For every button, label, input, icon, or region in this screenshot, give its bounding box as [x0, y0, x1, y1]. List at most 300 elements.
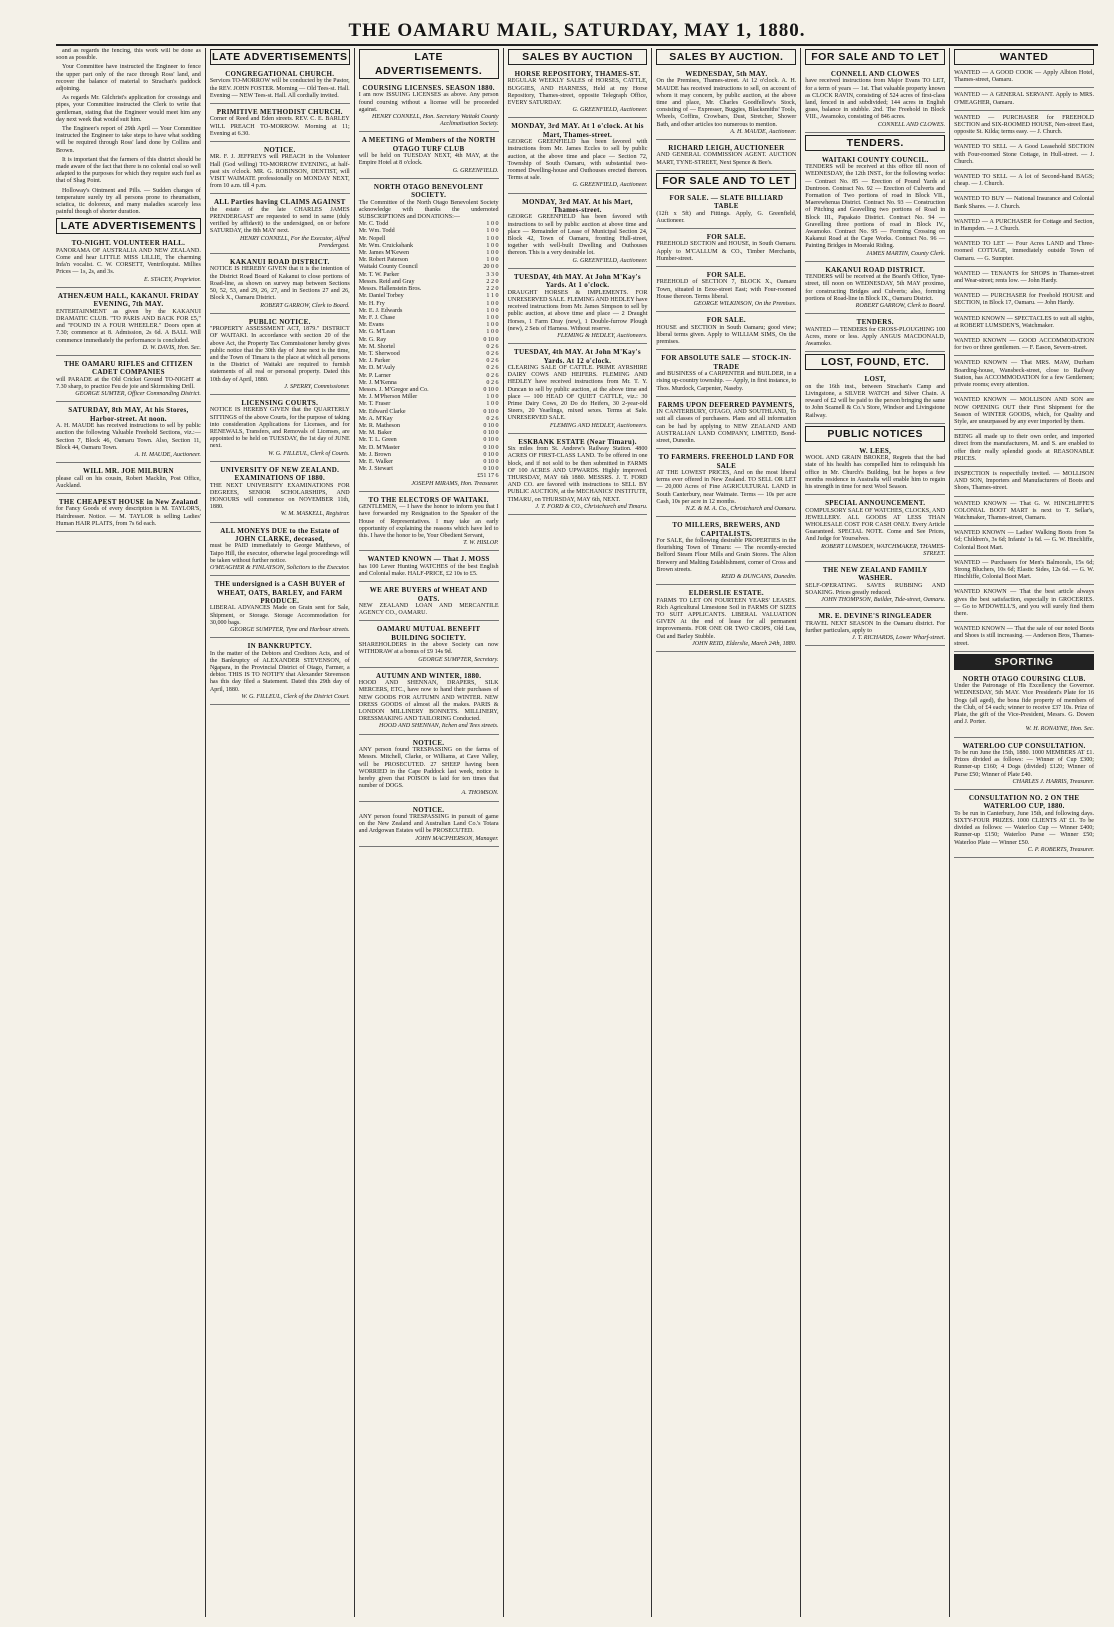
wanted-item [954, 499, 1094, 527]
subscription-row [359, 373, 499, 380]
ad-title: SPECIAL ANNOUNCEMENT. [825, 499, 926, 508]
subscription-amount: 1 0 0 [486, 300, 499, 307]
ad-signature: D. W. DAVIS, Hon. Sec. [142, 344, 201, 351]
subscription-amount: 1 0 0 [486, 257, 499, 264]
ad-title: UNIVERSITY OF NEW ZEALAND. EXAMINATIONS OF 1880. [220, 465, 340, 483]
advertisement [508, 346, 648, 434]
ad-signature: J. T. RICHARDS, Lower Wharf-street. [852, 635, 946, 642]
wanted-text: WANTED — A PURCHASER for Cottage and Section, in Hampden. — J. Church. [954, 218, 1094, 233]
ad-signature: ROBERT LUMSDEN, WATCHMAKER, THAMES-STREET. [821, 543, 946, 557]
advertisement [656, 269, 796, 312]
subscriber-name: Messrs. Reid and Gray [358, 278, 415, 285]
subscription-row [359, 409, 499, 416]
ad-body: LIBERAL ADVANCES Made on Grain sent for Sale, Shipment, or Storage. Storage Accommodation for 30,000 bags. [209, 605, 350, 626]
subscription-amount: 1 0 0 [486, 228, 499, 235]
ad-title: ALL Parties having CLAIMS AGAINST [213, 198, 346, 207]
subscription-row [359, 466, 499, 473]
ad-title: NORTH OTAGO BENEVOLENT SOCIETY. [373, 182, 484, 200]
ad-body: please call on his cousin, Robert Macklin, Post Office, Auckland. [56, 475, 201, 489]
subscription-amount: 0 2 6 [486, 365, 499, 372]
subscription-total-row [359, 473, 499, 480]
col2-ads [210, 68, 350, 705]
advertisement [359, 804, 499, 847]
sporting-ads [954, 673, 1094, 858]
subscription-amount: 0 10 0 [483, 430, 499, 437]
subscription-row [359, 315, 499, 322]
subscriber-name: Mr. D. M'Auly [358, 365, 396, 372]
subscriber-name: Messrs. Hallenstein Bros. [358, 286, 422, 293]
subscriber-name: Messrs. J. M'Gregor and Co. [358, 386, 429, 393]
ad-title: FOR SALE. [706, 316, 746, 325]
ad-signature: O'MEAGHER & FINLAYSON, Solicitors to the Executor. [209, 565, 350, 572]
wanted-text: WANTED — PURCHASER for Freehold HOUSE and SECTION, in Block 17, Oamaru. — John Hardy. [954, 293, 1094, 307]
ad-body: ANY person found TRESPASSING on the farms of Messrs. Mitchell, Clarke, or Williams, at Cave Valley, will be PROSECUTED. 27 SHEEP having been WORRIED in the Cape Paddock last week, notice is hereby given that POISON is laid for ten times that number of DOGS. [358, 747, 499, 790]
subscription-amount: 0 2 6 [486, 379, 499, 386]
ad-title: CONSULTATION NO. 2 ON THE WATERLOO CUP, 1880. [968, 794, 1080, 811]
advertisement [210, 397, 350, 462]
ad-title: ALL MONEYS DUE to the Estate of JOHN CLARKE, deceased, [220, 526, 340, 543]
ad-body: "PROPERTY ASSESSMENT ACT, 1879." DISTRICT OF WAITAKI. In accordance with section 20 of the above Act, the Property Tax Commissioner hereby gives public notice that the 30th day of June next is the time, and the Town of Timaru is the place at which all persons in the District of Waitaki are required to furnish statements of all real or personal property. Dated this 10th day of April, 1880. [209, 326, 350, 383]
ad-body: SHAREHOLDERS in the above Society can now WITHDRAW at a bonus of £9 14s 9d. [358, 642, 499, 656]
ad-title: RICHARD LEIGH, AUCTIONEER [668, 144, 785, 153]
subscription-amount: 1 0 0 [486, 307, 499, 314]
col1-ads [56, 237, 201, 532]
subscription-amount: 0 10 0 [483, 437, 499, 444]
editorial-paragraph: Your Committee have instructed the Engineer to fence the upper part only of the race through Ross' land, and recover the balance of material to Strachan's paddock adjoining. [56, 64, 201, 93]
subscription-amount: 1 0 0 [486, 235, 499, 242]
subscription-row [359, 344, 499, 351]
advertisement [359, 82, 499, 132]
advertisement [359, 670, 499, 735]
ad-body: the estate of the late CHARLES JAMES PRENDERGAST are requested to send in same (duly verified by affidavit) to the undersigned, on or before SATURDAY, the 8th MAY next. [209, 206, 350, 235]
subscription-row [359, 264, 499, 271]
columns [56, 48, 1098, 1617]
section-header-sporting: SPORTING [954, 654, 1094, 670]
ad-signature: HENRY CONNELL, Hon. Secretary Waitaki County Acclimatisation Society. [372, 114, 499, 128]
subscriber-name: Mr. Edward Clarke [358, 408, 406, 415]
subscription-amount: 1 0 0 [486, 401, 499, 408]
ad-title: OAMARU MUTUAL BENEFIT BUILDING SOCIETY. [376, 625, 481, 642]
subscription-row [359, 221, 499, 228]
ad-body: HOUSE and SECTION in South Oamaru; good view; liberal terms given. Apply to WILLIAM SIMS, On the premises. [656, 324, 797, 346]
ad-title: WEDNESDAY, 5th MAY. [685, 70, 768, 78]
ad-body: (12ft x 5ft) and Fittings. Apply, G. Greenfield, Auctioneer. [656, 210, 797, 224]
ad-body: MR. F. J. JEFFREYS will PREACH in the Volunteer Hall (God willing) TO-MORROW EVENING, at half-past six o'clock. MR. G. ROBINSON, DENTIST, will VISIT WAIMATE professionally on MONDAY NEXT, from 10 a.m. till 4 p.m. [209, 154, 350, 190]
subscription-amount: 0 10 0 [483, 444, 499, 451]
wanted-text: WANTED TO BUY — National Insurance and Colonial Bank Shares. — J. Church. [954, 196, 1094, 210]
subscription-amount: 0 10 0 [483, 458, 499, 465]
ad-title: AUTUMN AND WINTER, 1880. [375, 671, 482, 680]
section-header-for-sale: FOR SALE AND TO LET [656, 173, 796, 189]
ad-body: for Fancy Goods of every description is M. TAYLOR'S, Hairdresser. Notice. — M. TAYLOR is selling Ladies' Human HAIR PLAITS, from 7s 6d each. [56, 506, 201, 527]
wanted-item [954, 113, 1094, 141]
ad-title: IN BANKRUPTCY. [247, 642, 312, 651]
masthead-title: THE OAMARU MAIL, SATURDAY, MAY 1, 1880. [348, 20, 806, 41]
subscriber-name: Mr. J. M'Kenna [358, 379, 397, 386]
subscriber-name: Mr. J. Parker [358, 358, 391, 365]
subscription-amount: 0 10 0 [483, 451, 499, 458]
subscriber-name: Mr. Robert Paterson [358, 257, 408, 264]
ad-body: ENTERTAINMENT as given by the KAKANUI DRAMATIC CLUB. "TO PARIS AND BACK FOR £5," and "FOUND IN A FOUR WHEELER." Doors open at 7.30; commence at 8. Admission, 2s 6d. A BALL Will commence immediately the performance is concluded. [56, 308, 201, 344]
subscription-amount: 1 0 0 [486, 242, 499, 249]
subscriber-name: Mr. Nopell [358, 235, 386, 242]
advertisement [56, 496, 201, 532]
ad-title: TENDERS. [856, 318, 894, 327]
subscription-row [359, 430, 499, 437]
ad-title: KAKANUI ROAD DISTRICT. [825, 265, 926, 274]
ad-title: A MEETING of Members of the NORTH OTAGO TURF CLUB [361, 136, 496, 153]
subscription-row [359, 394, 499, 401]
masthead [56, 18, 1098, 46]
ad-signature: GEORGE SUMPTER, Secretary. [418, 656, 499, 663]
advertisement [954, 792, 1094, 858]
subscription-amount: 1 0 0 [486, 250, 499, 257]
subscriber-name: Mr. T. Fraser [358, 401, 391, 408]
editorial-paragraph: and as regards the fencing, this work will be done as soon as possible. [56, 48, 201, 62]
ad-signature: GEORGE WILKINSON, On the Premises. [693, 301, 797, 308]
subscriber-name: Waitaki County Council [358, 264, 418, 271]
wanted-item [954, 432, 1094, 467]
advertisement [56, 290, 201, 356]
subscriber-name: Mr. Evans [358, 322, 384, 329]
wanted-text: WANTED — PURCHASER for FREEHOLD SECTION and SIX-ROOMED HOUSE, Nen-street East, opposite St. Kilda; terms easy. — J. Church. [954, 114, 1094, 136]
subscription-amount: 2 2 0 [486, 278, 499, 285]
advertisement [210, 196, 350, 254]
wanted-item [954, 90, 1094, 110]
column-header: SALES BY AUCTION [508, 49, 648, 65]
ad-title: KAKANUI ROAD DISTRICT. [229, 258, 330, 267]
subscriber-name: Mr. E. J. Edwards [358, 307, 403, 314]
subscriber-name: Mr. T. W. Parker [358, 271, 400, 278]
subscription-amount: 0 2 6 [486, 372, 499, 379]
advertisement [508, 271, 648, 344]
advertisement [210, 144, 350, 194]
ad-title: WANTED KNOWN — That J. MOSS [367, 555, 490, 564]
advertisement [210, 256, 350, 314]
ad-title: ELDERSLIE ESTATE. [688, 589, 764, 598]
advertisement [359, 584, 499, 621]
ad-title: WE ARE BUYERS of WHEAT AND OATS. [369, 586, 488, 603]
wanted-list [954, 68, 1094, 652]
subscription-row [359, 243, 499, 250]
advertisement [805, 264, 945, 314]
wanted-item [954, 469, 1094, 497]
ad-signature: JAMES MARTIN, County Clerk. [866, 250, 946, 257]
advertisement [210, 578, 350, 638]
advertisement [210, 106, 350, 142]
subscription-row [359, 279, 499, 286]
ad-body: Services TO-MORROW will be conducted by the Pastor, the REV. JOHN FOSTER. Morning — Old Tees-st. Hall. Evening — NEW Tees-st. Hall. All cordially invited. [209, 78, 350, 99]
editorial-paragraph: It is important that the farmers of this district should be made aware of the fact that there is no colonial coal so well adapted to the purposes for which they require such fuel as that of Shag Point. [56, 156, 201, 185]
subscriber-name: Mr. G. Ray [358, 336, 387, 343]
advertisement [656, 142, 796, 171]
advertisement [56, 404, 201, 463]
subscriber-name: Mr. F. J. Chase [358, 314, 396, 321]
ad-signature: E. STACEY, Proprietor. [144, 276, 201, 283]
advertisement [656, 192, 796, 229]
subscription-amount: 1 0 0 [486, 221, 499, 228]
subscription-total: £51 17 6 [477, 473, 499, 480]
column-5 [651, 48, 800, 1617]
ad-title: LOST, [864, 375, 886, 384]
ad-title: THE NEW ZEALAND FAMILY WASHER. [822, 565, 928, 583]
column-header: LATE ADVERTISEMENTS. [359, 49, 499, 79]
ad-body: NOTICE IS HEREBY GIVEN that the QUARTERLY SITTINGS of the above Courts, for the purpose of taking into consideration Applications for Licenses, and for RENEWALS, Transfers, and Removals of Licenses, are appointed to be held on TUESDAY, the 1st day of JUNE next. [209, 407, 350, 450]
ad-signature: C. P. ROBERTS, Treasurer. [1027, 846, 1094, 853]
ad-body: GEORGE GREENFIELD has been favored with instructions from Mr. James Eccles to sell by public auction, at the above time and place — Section 72, Township of South Oamaru, with substantial two-roomed Dwelling-house and Outhouses erected thereon. Terms at sale. [507, 139, 648, 182]
subscription-amount: 1 0 0 [486, 329, 499, 336]
ad-body: In the matter of the Debtors and Creditors Acts, and of the Bankruptcy of ALEXANDER STEVENSON, of Ngapara, in the Provincial District of Otago, Farmer, a debtor. THIS IS TO NOTIFY that Alexander Stevenson has this day filed a Statement. Dated this 29th day of April, 1880. [209, 650, 350, 693]
ad-body: AND GENERAL COMMISSION AGENT. AUCTION MART, TYNE-STREET, Next Spence & Bee's. [656, 152, 797, 166]
wanted-item [954, 528, 1094, 556]
ad-body: WOOL AND GRAIN BROKER, Regrets that the bad state of his health has compelled him to relinquish his office in Mr. Church's Building, but he hopes a few months residence in Australia will enable him to regain his strength in time for next Wool Season. [805, 455, 946, 490]
ad-body: FREEHOLD SECTION and HOUSE, in South Oamaru. Apply to M'CALLUM & CO., Timber Merchants, Humber-street. [656, 241, 797, 262]
advertisement [805, 497, 945, 562]
wanted-item [954, 314, 1094, 334]
ad-body: has 100 Lever Hunting WATCHES of the best English and Colonial make. HALF-PRICE, £2 10s to £5. [358, 563, 499, 578]
ad-body: must be PAID immediately to George Matthews, of Taipo Hill, the executor, otherwise legal proceedings will be taken without further notice. [209, 543, 350, 564]
ad-signature: G. GREENFIELD, Auctioneer. [572, 257, 648, 264]
ad-body: On the Premises, Thames-street. At 12 o'clock. A. H. MAUDE has received instructions to sell, on account of whom it may concern, by public auction, at the above time and place, Mr. Charles Goodfellow's Stock, consisting of — Expresser, Buggies, Blacksmiths' Tools, Wheels, Coffins, Crowbars, Dust, Stretcher, Shower Bath, and other articles too numerous to mention. [656, 78, 797, 128]
advertisement [656, 451, 796, 517]
advertisement [656, 519, 796, 585]
advertisement [508, 196, 648, 269]
column-header: FOR SALE AND TO LET [805, 49, 945, 65]
ad-title: THE OAMARU RIFLES and CITIZEN CADET COMPANIES [63, 359, 193, 377]
subscription-amount: 0 10 0 [483, 466, 499, 473]
ad-body: COMPULSORY SALE OF WATCHES, CLOCKS, AND JEWELLERY. ALL GOODS AT LESS THAN WHOLESALE COST FOR CASH ONLY. Every Article Guaranteed. SPECIAL NOTE. Come and See Prices, And Judge for Yourselves. [805, 507, 946, 543]
column-7 [949, 48, 1098, 1617]
ad-signature: JOHN REID, Elderslie, March 24th, 1880. [692, 640, 797, 647]
ad-title: MONDAY, 3rd MAY. At his Mart, Thames-street. [522, 197, 633, 215]
ad-signature: A. THOMSON. [461, 790, 499, 797]
subscription-amount: 1 1 0 [486, 293, 499, 300]
ad-signature: FLEMING & HEDLEY, Auctioneers. [557, 332, 648, 339]
ad-body: and BUSINESS of a CARPENTER and BUILDER, in a rising up-country township. — Apply, in first instance, to Thos. Murdock, Carpenter, Naseby. [656, 371, 797, 392]
ad-signature: FLEMING AND HEDLEY, Auctioneers. [549, 422, 648, 429]
ad-title: FOR SALE. [706, 271, 746, 280]
ad-title: WILL MR. JOE MILBURN [83, 467, 174, 476]
ad-signature: W. G. FILLEUL, Clerk of Courts. [268, 450, 350, 457]
advertisement [210, 525, 350, 577]
wanted-text: WANTED TO SELL — A Good Leasehold SECTION with Four-roomed Stone Cottage, in Hull-street. — J. Church. [954, 144, 1094, 165]
ad-signature: GEORGE SUMTER, Officer Commanding District. [75, 391, 201, 398]
ad-signature: JOSEPH MIRAMS, Hon. Treasurer. [411, 480, 499, 487]
subscriber-name: Mr. C. Todd [358, 221, 389, 228]
subscription-row [359, 358, 499, 365]
ad-signature: W. H. RONAYNE, Hon. Sec. [1025, 726, 1094, 733]
subscription-amount: 1 0 0 [486, 394, 499, 401]
subscription-row [359, 387, 499, 394]
ad-signature: ROBERT GARROW, Clerk to Board. [855, 303, 946, 310]
subscription-row [359, 401, 499, 408]
ad-signature: HENRY CONNELL, For the Executor, Alfred Prendergast. [239, 235, 350, 249]
advertisement [210, 316, 350, 395]
column-header: SALES BY AUCTION. [656, 49, 796, 65]
advertisement [56, 237, 201, 287]
ad-body: CLEARING SALE OF CATTLE. PRIME AYRSHIRE DAIRY COWS AND HEIFERS. FLEMING AND HEDLEY have received instructions from Mr. T. Y. Duncan to sell by public auction, at the above time and place — 100 HEAD OF QUIET CATTLE, viz.: 30 Prime Dairy Cows, 20 Do do Heifers, 30 2-year-old Steers, 20 Yearlings, mixed sexes. Terms at Sale. UNRESERVED SALE. [507, 364, 648, 422]
ad-title: TUESDAY, 4th MAY. At John M'Kay's Yards. At 1 o'clock. [514, 272, 641, 290]
subscriber-name: Mr. R. Matheson [358, 422, 401, 429]
ad-signature: CONNELL AND CLOWES. [877, 121, 946, 128]
wanted-text: WANTED TO LET — Four Acres LAND and Three-roomed COTTAGE, immediately outside Town of Oamaru. — G. Sumpter. [954, 241, 1094, 262]
ad-title: NOTICE. [412, 738, 445, 747]
subscriber-name: Mr. J. Stewart [358, 466, 393, 473]
wanted-text: WANTED — A GOOD COOK — Apply Albion Hotel, Thames-street, Oamaru. [954, 70, 1094, 84]
subscription-row [359, 416, 499, 423]
wanted-item [954, 624, 1094, 652]
subscriber-name: Mr. M. Baker [358, 430, 392, 437]
wanted-text: WANTED — TENANTS for SHOPS in Thames-street and Wear-street; rents low. — John Hardy. [954, 270, 1094, 285]
subscription-row [359, 308, 499, 315]
advertisement [656, 68, 796, 140]
subscriber-name: Mr. M. Shortel [358, 343, 395, 350]
advertisement [656, 314, 796, 350]
advertisement [805, 373, 945, 423]
ad-signature: CHARLES J. HARRIS, Treasurer. [1012, 778, 1094, 785]
wanted-text: WANTED KNOWN — Ladies' Walking Boots from 5s 6d; Children's, 3s 6d; Infants' 1s 6d. — G. W. Hinchliffe, Colonial Boot Mart. [954, 530, 1094, 551]
wanted-text: WANTED KNOWN — That MRS. MAW, Durham Boarding-house, Wansbeck-street, close to Railway Station, has ACCOMMODATION for a few Gentlemen; private rooms; every attention. [954, 360, 1094, 389]
subscription-amount: 1 0 0 [486, 314, 499, 321]
ad-signature: G. GREENFIELD, Auctioneer. [572, 107, 648, 114]
wanted-item [954, 587, 1094, 622]
wanted-text: WANTED KNOWN — SPECTACLES to suit all sights, at ROBERT LUMSDEN'S, Watchmaker. [954, 315, 1094, 329]
advertisement [210, 464, 350, 523]
wanted-item [954, 217, 1094, 237]
ad-title: ESKBANK ESTATE (Near Timaru). [518, 437, 637, 446]
section-header-public-notices: PUBLIC NOTICES [805, 426, 945, 442]
ad-body: PANORAMA OF AUSTRALIA AND NEW ZEALAND. Come and hear LITTLE MISS LILLIE, The charming Infa'n vocalist. C. W. CORSETT, Ventriloquist. Millies Prices — 1s, 2s, and 3s. [56, 247, 201, 276]
subscriber-name: Mr. A. M'Kay [358, 415, 393, 422]
wanted-text: BEING all made up to their own order, and imported direct from the manufacturers, M. and S. are enabled to offer their really splendid goods at REASONABLE PRICES. [954, 434, 1094, 462]
ad-signature: N.Z. & M. A. Co., Christchurch and Oamaru. [685, 505, 797, 512]
subscription-row [359, 337, 499, 344]
ad-signature: REID & DUNCANS, Dunedin. [721, 574, 797, 581]
wanted-item [954, 239, 1094, 267]
ad-signature: A. H. MAUDE, Auctioneer. [730, 128, 797, 135]
ad-signature: W. G. FILLEUL, Clerk of the District Court. [241, 693, 350, 700]
subscription-row [359, 380, 499, 387]
subscription-row [359, 351, 499, 358]
subscription-row [359, 250, 499, 257]
subscription-list [359, 221, 499, 480]
advertisement [656, 399, 796, 449]
ad-body: NEW ZEALAND LOAN AND MERCANTILE AGENCY CO., OAMARU. [358, 603, 499, 617]
ad-body: REGULAR WEEKLY SALES of HORSES, CATTLE, BUGGIES, AND HARNESS, Held at my Horse Repository, Thames-street, opposite Telegraph Office, EVERY SATURDAY. [507, 78, 648, 107]
subscriber-name: Mr. H. Fry [358, 300, 385, 307]
subscription-row [359, 301, 499, 308]
column-3 [354, 48, 503, 1617]
col5-ads [656, 68, 796, 652]
advertisement [210, 68, 350, 104]
wanted-item [954, 269, 1094, 289]
ad-title: SATURDAY, 8th MAY, At his Stores, Harbor-street. At noon. [68, 406, 189, 423]
ad-body: will PARADE at the Old Cricket Ground TO-NIGHT at 7.30 sharp, to practice Feu de joie and Skirmishing Drill. [56, 376, 201, 390]
wanted-text: WANTED KNOWN — That the sale of our noted Boots and Shoes is still increasing. — Anderson Bros, Thames-street. [954, 626, 1094, 647]
editorial-text [56, 48, 201, 216]
advertisement [656, 587, 796, 652]
advertisement [805, 68, 945, 133]
ad-body: A. H. MAUDE has received instructions to sell by public auction the following Valuable Freehold Sections, viz.:— Section 7, Block 46, Oamaru Town. Also, Section 11, Block 44, Oamaru Town. [56, 423, 201, 451]
ad-body: To be run June the 15th, 1880. 1000 MEMBERS AT £1. Prizes divided as follows: — Winner of Cup £300; Runner-up £160; 4 Dogs (divided) £120; Winner of Purse £50; Winner of Plate £40. [954, 750, 1094, 778]
ad-title: NORTH OTAGO COURSING CLUB. [962, 674, 1086, 683]
subscription-row [359, 365, 499, 372]
subscription-amount: 0 2 6 [486, 350, 499, 357]
advertisement [954, 740, 1094, 790]
ad-signature: A. H. MAUDE, Auctioneer. [134, 451, 201, 458]
ad-title: TO FARMERS. FREEHOLD LAND FOR SALE [658, 453, 795, 470]
wanted-text: WANTED KNOWN — That G. W. HINCHLIFFE'S COLONIAL BOOT MART is next to T. Sellar's, Watchmaker, Thames-street, Oamaru. [954, 500, 1094, 521]
subscriber-name: Mr. James M'Kewen [358, 250, 410, 257]
ad-body: SELF-OPERATING. SAVES RUBBING AND SOAKING. Prices greatly reduced. [805, 582, 946, 596]
ad-title: WAITAKI COUNTY COUNCIL. [821, 155, 929, 164]
wanted-text: INSPECTION is respectfully invited. — MOLLISON AND SON, Importers and Manufacturers of Boots and Shoes, Thames-street. [954, 470, 1094, 492]
wanted-item [954, 194, 1094, 214]
ad-signature: G. GREENFIELD. [452, 167, 499, 174]
column-2 [205, 48, 354, 1617]
ad-title: FOR ABSOLUTE SALE — STOCK-IN-TRADE [661, 354, 792, 371]
advertisement [954, 673, 1094, 738]
ad-body: will be held on TUESDAY NEXT, 4th MAY, at the Empire Hotel at 8 o'clock. [358, 153, 499, 167]
ad-title: ATHENÆUM HALL, KAKANUI. FRIDAY EVENING, 7th MAY. [57, 291, 199, 309]
subscriber-name: Mr. E. Walker [358, 458, 393, 465]
ad-title: THE undersigned is a CASH BUYER of WHEAT, OATS, BARLEY, and FARM PRODUCE. [214, 580, 345, 606]
ad-title: NOTICE. [264, 146, 296, 155]
advertisement [805, 564, 945, 608]
advertisement [656, 231, 796, 267]
ad-title: TO MILLERS, BREWERS, AND CAPITALISTS. [672, 521, 781, 538]
advertisement [359, 181, 499, 492]
ad-signature: J. SPERRY, Commissioner. [284, 383, 350, 390]
subscription-row [359, 322, 499, 329]
advertisement [359, 494, 499, 552]
ad-body: TENDERS will be received at the Board's Office, Tyne-street, till noon on WEDNESDAY, 5th MAY proximo, for constructing Bridges and Culverts; also, forming portions of Road-line in Block IX., Oamaru District. [805, 274, 946, 302]
wanted-text: WANTED — A GENERAL SERVANT. Apply to MRS. O'MEAGHER, Oamaru. [954, 92, 1094, 106]
ad-signature: HOOD AND SHENNAN, Itchen and Tees streets. [378, 723, 499, 730]
advertisement [359, 737, 499, 802]
wanted-item [954, 558, 1094, 586]
ad-signature: W. M. MASKELL, Registrar. [280, 511, 350, 518]
col3-ads [359, 82, 499, 847]
ad-body: For SALE, the following desirable PROPERTIES in the flourishing Town of Timaru: — The recently-erected Belford Steam Flour Mills and Grain Stores. The Alton Brewery and Malting Establishment, corner of Cross and Brown streets. [656, 538, 797, 573]
column-6 [800, 48, 949, 1617]
ad-title: CONNELL AND CLOWES [830, 70, 920, 78]
ad-body: ANY person found TRESPASSING in pursuit of game on the New Zealand and Australian Land Co.'s Totara and Ardgowan Estates will be PROSECUTED. [358, 813, 499, 835]
ad-title: CONGREGATIONAL CHURCH. [225, 70, 335, 78]
advertisement [210, 640, 350, 705]
subscription-row [359, 437, 499, 444]
wanted-item [954, 291, 1094, 311]
advertisement [508, 120, 648, 193]
wanted-text: WANTED KNOWN — That the best article always gives the best satisfaction, especially in GROCERIES. — Go to M'DOWELL'S, and you will surely find them there. [954, 589, 1094, 617]
section-header-late-ads: LATE ADVERTISEMENTS [56, 218, 201, 234]
ad-body: Six miles from St. Andrew's Railway Station. 4800 ACRES OF FIRST-CLASS LAND. To be offered in one block, and if not sold to be then submitted in FARMS OF 100 ACRES AND UPWARDS. Highly improved. THURSDAY, MAY 6th 1880. MESSRS. J. T. FORD AND CO. are favored with instructions to SELL BY PUBLIC AUCTION, at the MECHANICS' INSTITUTE, TIMARU, on THURSDAY, MAY 6th, NEXT. [507, 446, 648, 503]
subscription-row [359, 257, 499, 264]
subscription-row [359, 459, 499, 466]
ad-title: MR. E. DEVINE'S RINGLEADER [818, 612, 932, 621]
advertisement [805, 316, 945, 352]
ad-signature: JOHN MACPHERSON, Manager. [415, 835, 499, 842]
wanted-item [954, 336, 1094, 356]
ad-title: FOR SALE. [706, 233, 746, 242]
subscription-amount: 1 0 0 [486, 322, 499, 329]
ad-title: MONDAY, 3rd MAY. At 1 o'clock. At his Mart, Thames-street. [511, 122, 644, 139]
column-1 [56, 48, 205, 1617]
subscription-amount: 0 2 6 [486, 415, 499, 422]
subscription-amount: 0 10 0 [483, 386, 499, 393]
ad-signature: J. T. FORD & CO., Christchurch and Timaru. [535, 503, 648, 510]
subscription-amount: 0 2 6 [486, 343, 499, 350]
